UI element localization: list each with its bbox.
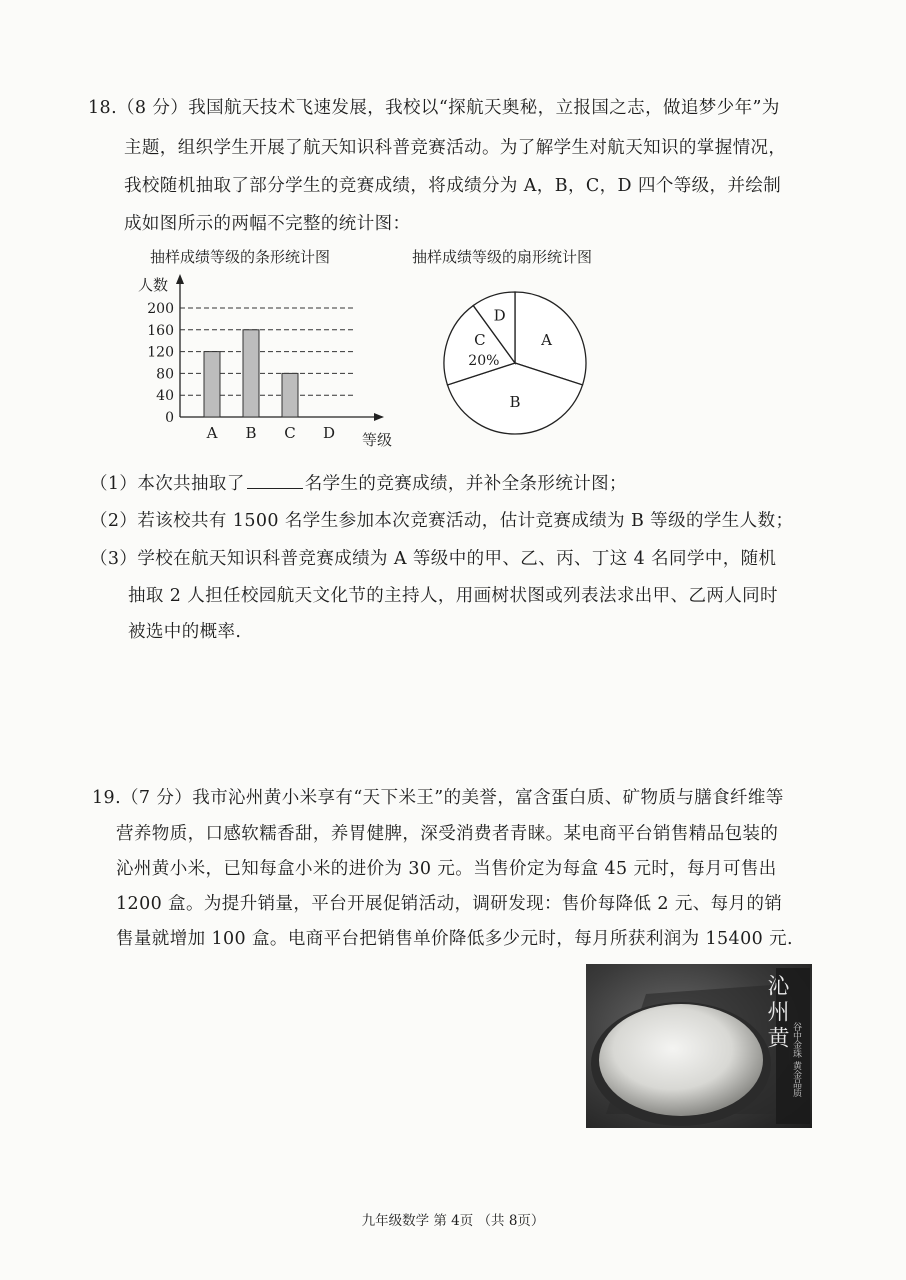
page-footer: 九年级数学 第 4页 （共 8页） bbox=[361, 1213, 545, 1229]
bar-C bbox=[282, 373, 298, 417]
q18-sub2: （2）若该校共有 1500 名学生参加本次竞赛活动，估计竞赛成绩为 B 等级的学生人数； bbox=[90, 511, 794, 531]
answer-blank bbox=[247, 487, 303, 489]
photo-brand-text: 沁州黄 bbox=[764, 974, 789, 1052]
x-tick-label: D bbox=[322, 424, 336, 442]
q18-sub3-line-1: （3）学校在航天知识科普竞赛成绩为 A 等级中的甲、乙、丙、丁这 4 名同学中，随机 bbox=[90, 549, 777, 569]
bar-B bbox=[243, 330, 259, 417]
bar-chart-title: 抽样成绩等级的条形统计图 bbox=[150, 248, 331, 266]
q19-line-1: 19.（7 分）我市沁州黄小米享有“天下米王”的美誉，富含蛋白质、矿物质与膳食纤维等 bbox=[92, 788, 784, 808]
q18-sub1 bbox=[90, 470, 627, 495]
q18-line-3: 我校随机抽取了部分学生的竞赛成绩，将成绩分为 A，B，C，D 四个等级，并绘制 bbox=[124, 176, 782, 196]
y-tick-label: 160 bbox=[147, 322, 174, 339]
q18-sub1-post: 名学生的竞赛成绩，并补全条形统计图； bbox=[304, 474, 627, 494]
x-tick-label: A bbox=[206, 424, 218, 442]
y-tick-label: 80 bbox=[156, 366, 174, 383]
y-tick-label: 40 bbox=[156, 388, 174, 405]
bar-chart bbox=[130, 270, 410, 455]
pie-label-A: A bbox=[541, 331, 553, 350]
y-axis-label: 人数 bbox=[138, 276, 169, 294]
x-axis-arrow bbox=[374, 413, 384, 421]
q18-sub3-line-2: 抽取 2 人担任校园航天文化节的主持人，用画树状图或列表法求出甲、乙两人同时 bbox=[128, 586, 778, 606]
pie-label-B: B bbox=[509, 393, 521, 412]
q18-line-4: 成如图所示的两幅不完整的统计图： bbox=[124, 214, 411, 234]
q19-line-3: 沁州黄小米，已知每盒小米的进价为 30 元。当售价定为每盒 45 元时，每月可售出 bbox=[116, 859, 777, 879]
q18-sub3-line-3: 被选中的概率. bbox=[128, 622, 242, 642]
q18-line-1: 18.（8 分）我国航天技术飞速发展，我校以“探航天奥秘，立报国之志，做追梦少年”为 bbox=[88, 98, 780, 118]
y-tick-label: 120 bbox=[147, 344, 174, 361]
pie-label-D: D bbox=[493, 306, 506, 325]
y-tick-label: 200 bbox=[147, 301, 174, 317]
pie-chart bbox=[440, 288, 590, 438]
photo-tagline-text: 谷中金珠 黄金品质 bbox=[791, 1022, 801, 1097]
q19-line-4: 1200 盒。为提升销量，平台开展促销活动，调研发现：售价每降低 2 元、每月的销 bbox=[116, 894, 783, 914]
millet-product-photo bbox=[586, 964, 812, 1128]
q19-line-2: 营养物质，口感软糯香甜，养胃健脾，深受消费者青睐。某电商平台销售精品包装的 bbox=[116, 824, 779, 844]
bar-A bbox=[204, 352, 220, 417]
q19-line-5: 售量就增加 100 盒。电商平台把销售单价降低多少元时，每月所获利润为 15400 元. bbox=[116, 929, 793, 949]
pie-percent-label-C: 20% bbox=[468, 352, 500, 369]
x-tick-label: B bbox=[245, 424, 257, 442]
x-axis-label: 等级 bbox=[362, 431, 393, 449]
q18-line-2: 主题，组织学生开展了航天知识科普竞赛活动。为了解学生对航天知识的掌握情况， bbox=[124, 138, 787, 158]
y-axis-arrow bbox=[176, 274, 184, 284]
x-tick-label: C bbox=[284, 424, 296, 442]
q18-sub1-pre: （1）本次共抽取了 bbox=[90, 474, 245, 494]
y-tick-label: 0 bbox=[165, 410, 174, 426]
pie-label-C: C bbox=[474, 330, 486, 349]
pie-chart-title: 抽样成绩等级的扇形统计图 bbox=[412, 248, 593, 266]
